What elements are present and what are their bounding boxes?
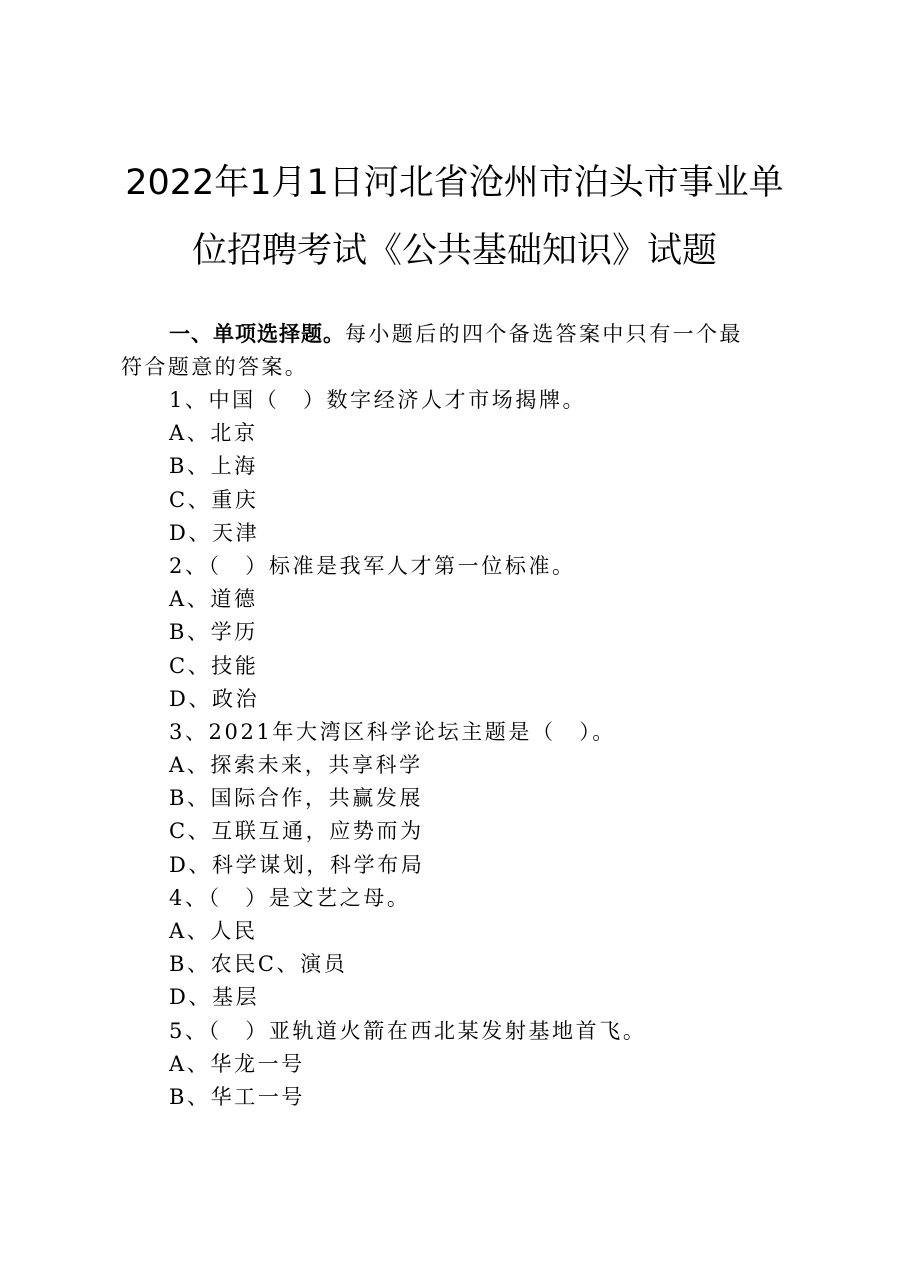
option-1d: D、天津 [169, 520, 260, 545]
option-5a: A、华龙一号 [169, 1051, 305, 1076]
option-1a: A、北京 [169, 421, 258, 446]
option-3d: D、科学谋划，科学布局 [169, 852, 425, 877]
option-3b: B、国际合作，共赢发展 [169, 786, 424, 811]
section-instruction-1: 每小题后的四个备选答案中只有一个最 [345, 322, 743, 346]
option-2c: C、技能 [169, 653, 259, 678]
option-3c: C、互联互通，应势而为 [169, 819, 424, 844]
option-4d: D、基层 [169, 985, 260, 1010]
question-5: 5、（ ）亚轨道火箭在西北某发射基地首飞。 [169, 1018, 647, 1043]
option-1c: C、重庆 [169, 487, 259, 512]
document-title-line-1: 2022年1月1日河北省沧州市泊头市事业单 [125, 163, 784, 203]
option-2a: A、道德 [169, 587, 258, 612]
question-3: 3、2021年大湾区科学论坛主题是（ ）。 [169, 719, 616, 744]
section-intro [121, 318, 801, 384]
document-title-line-2: 位招聘考试《公共基础知识》试题 [191, 231, 717, 271]
question-4: 4、（ ）是文艺之母。 [169, 885, 411, 910]
section-intro-line-1 [121, 318, 801, 351]
option-4a: A、人民 [169, 919, 258, 943]
option-5b: B、华工一号 [169, 1084, 306, 1109]
option-2b: B、学历 [169, 620, 258, 645]
question-2: 2、（ ）标准是我军人才第一位标准。 [169, 553, 576, 578]
option-2d: D、政治 [169, 686, 260, 711]
section-instruction-2: 符合题意的答案。 [121, 355, 309, 379]
section-heading: 一、单项选择题。 [169, 322, 345, 346]
question-1: 1、中国（ ）数字经济人才市场揭牌。 [169, 388, 587, 412]
question-list [169, 384, 646, 1114]
option-3a: A、探索未来，共享科学 [169, 753, 423, 778]
option-4bc: B、农民C、演员 [169, 952, 348, 977]
option-1b: B、上海 [169, 454, 258, 479]
